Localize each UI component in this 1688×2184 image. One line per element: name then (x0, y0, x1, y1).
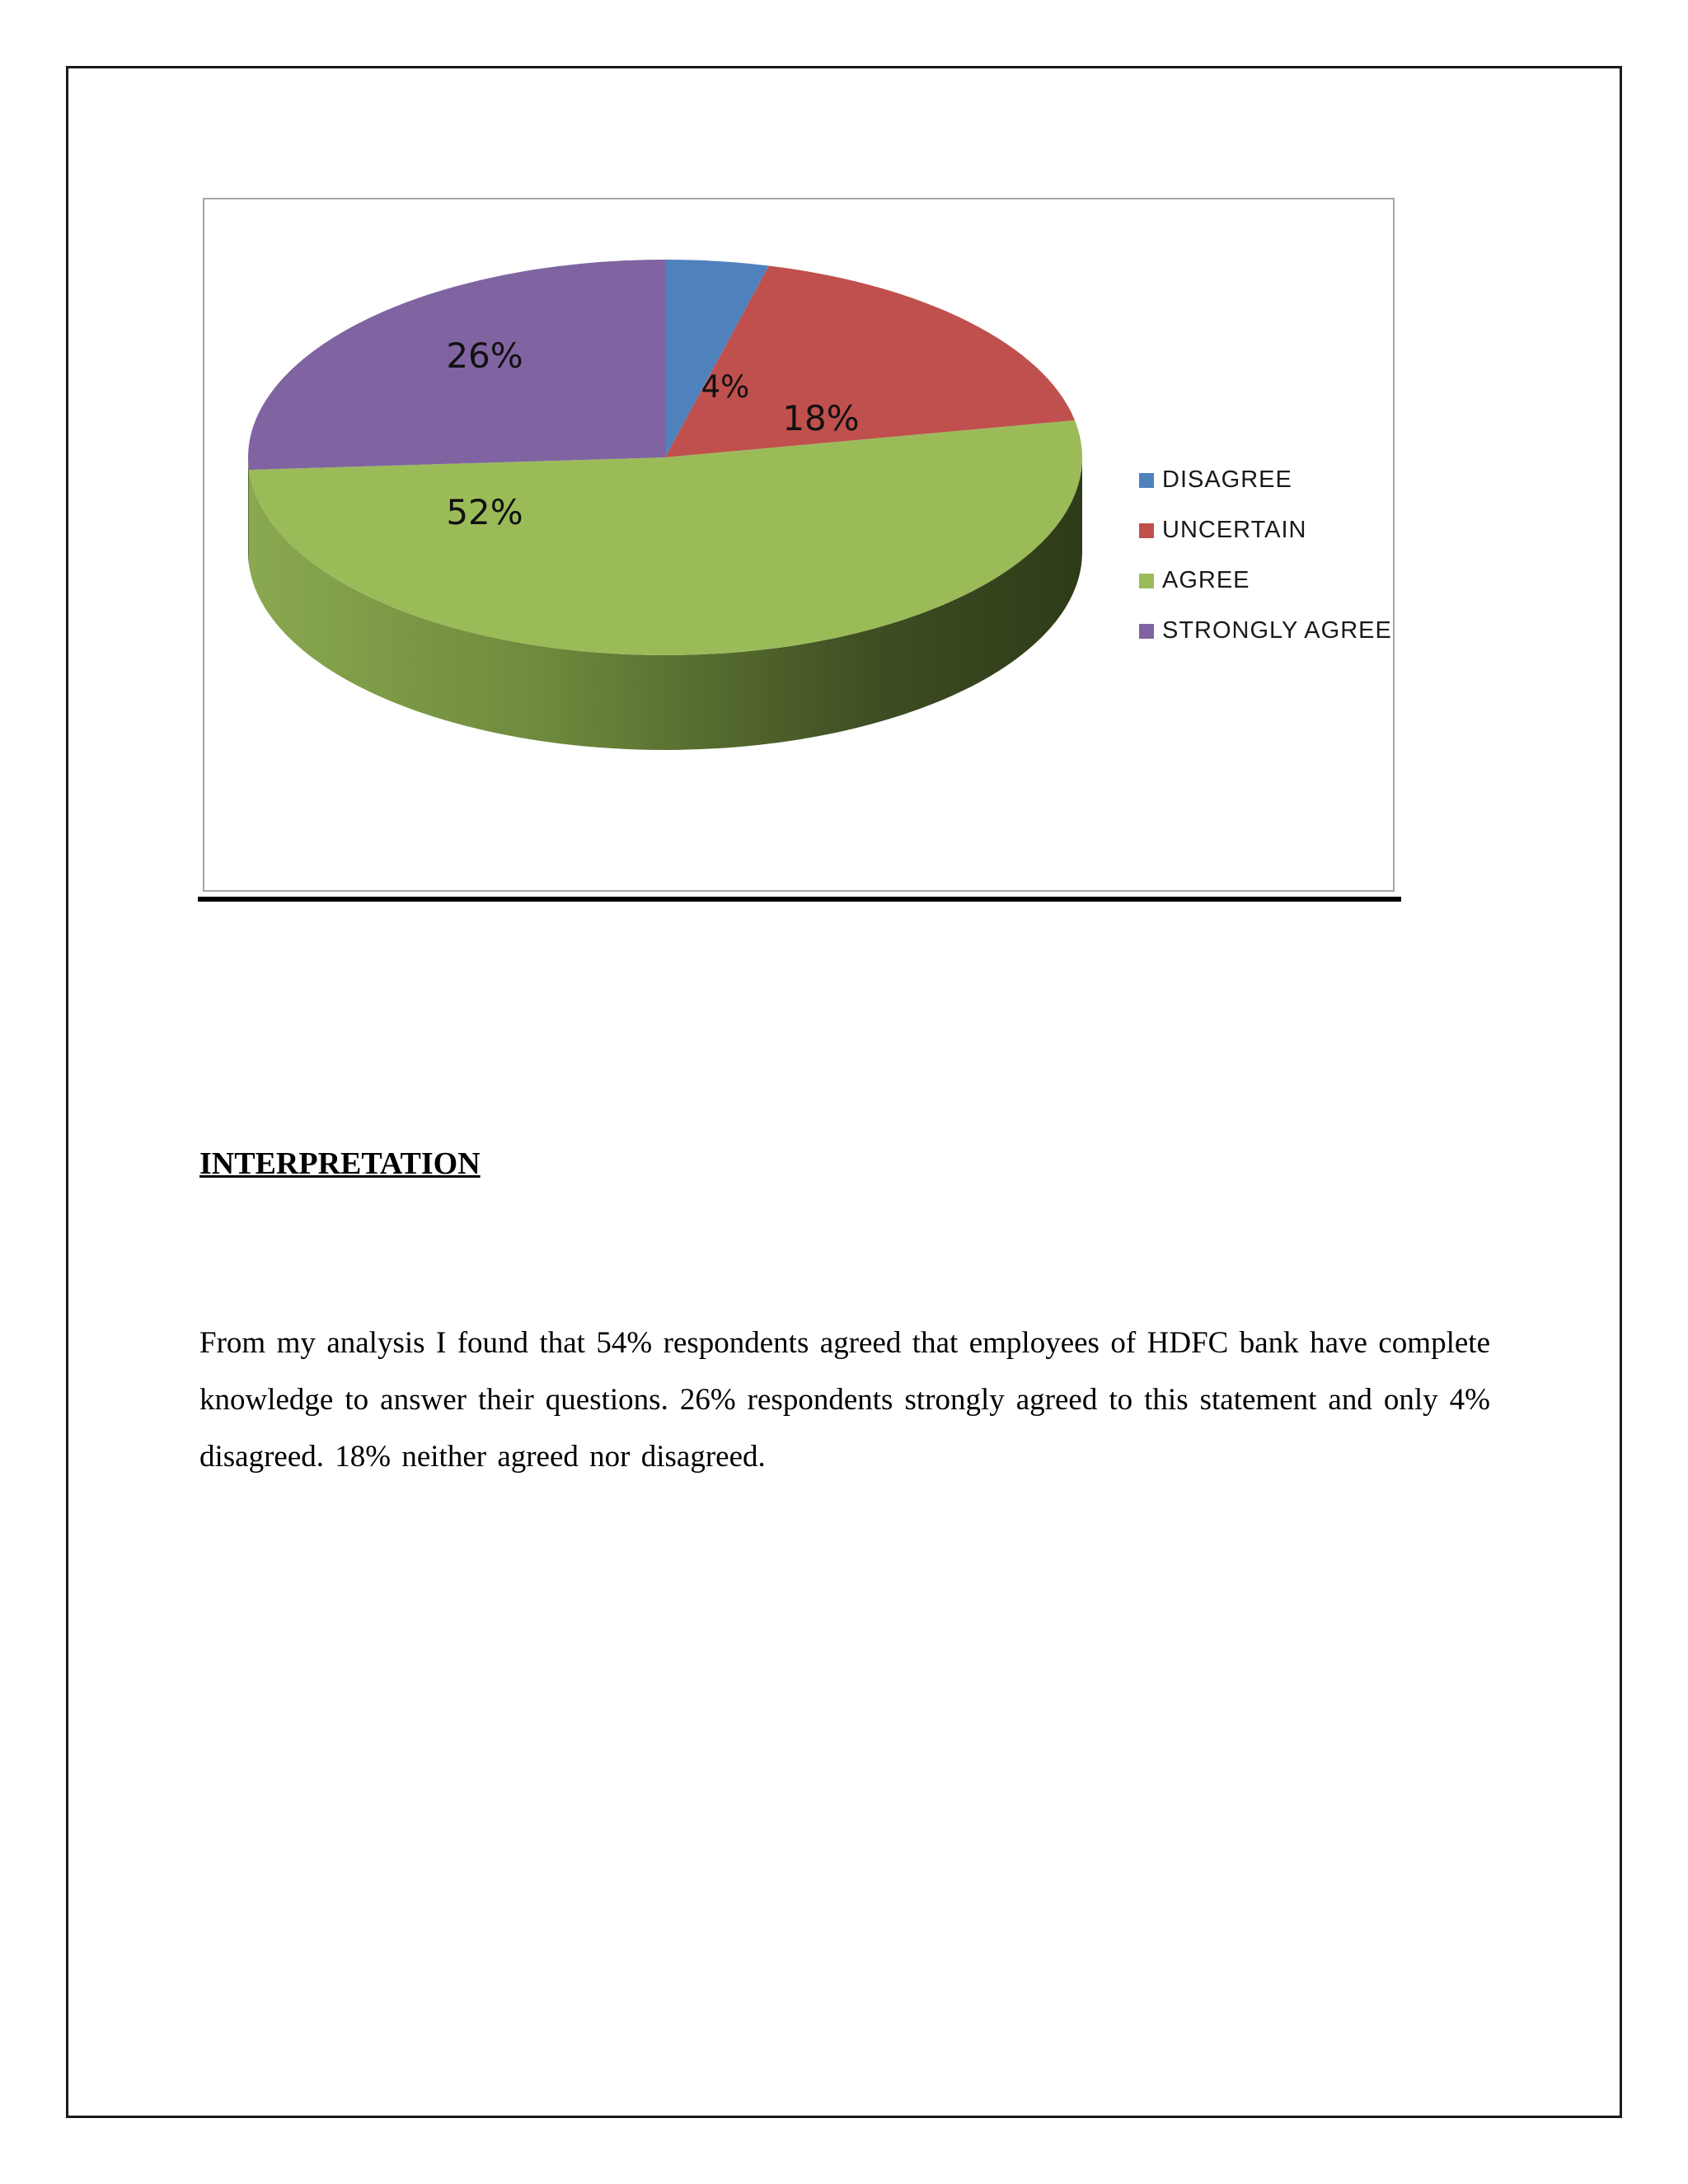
legend-swatch (1139, 523, 1154, 538)
legend-item-uncertain (1139, 505, 1392, 555)
legend-swatch (1139, 574, 1154, 588)
legend-swatch (1139, 473, 1154, 488)
legend-label: STRONGLY AGREE (1162, 617, 1392, 644)
data-label-uncertain: 18% (782, 398, 860, 438)
legend-item-agree (1139, 555, 1392, 606)
data-label-agree: 52% (446, 492, 523, 532)
legend-label: UNCERTAIN (1162, 517, 1307, 543)
interpretation-heading: INTERPRETATION (199, 1146, 481, 1181)
legend-item-strongly-agree (1139, 606, 1392, 656)
legend-label: AGREE (1162, 567, 1250, 593)
legend-label: DISAGREE (1162, 466, 1292, 493)
legend-item-disagree (1139, 455, 1392, 505)
chart-legend (1139, 455, 1392, 656)
data-label-strongly-agree: 26% (446, 335, 523, 376)
interpretation-paragraph: From my analysis I found that 54% respondents agreed that employees of HDFC bank have complete knowledge to answer their questions. 26% respondents strongly agreed to this statement and only 4% disagreed. 18% neither agreed nor disagreed. (199, 1326, 1490, 1474)
chart-underline (198, 897, 1401, 902)
pie-side-strongly-agree (248, 457, 249, 565)
pie-chart (203, 198, 1395, 892)
legend-swatch (1139, 624, 1154, 639)
data-label-disagree: 4% (701, 369, 750, 405)
